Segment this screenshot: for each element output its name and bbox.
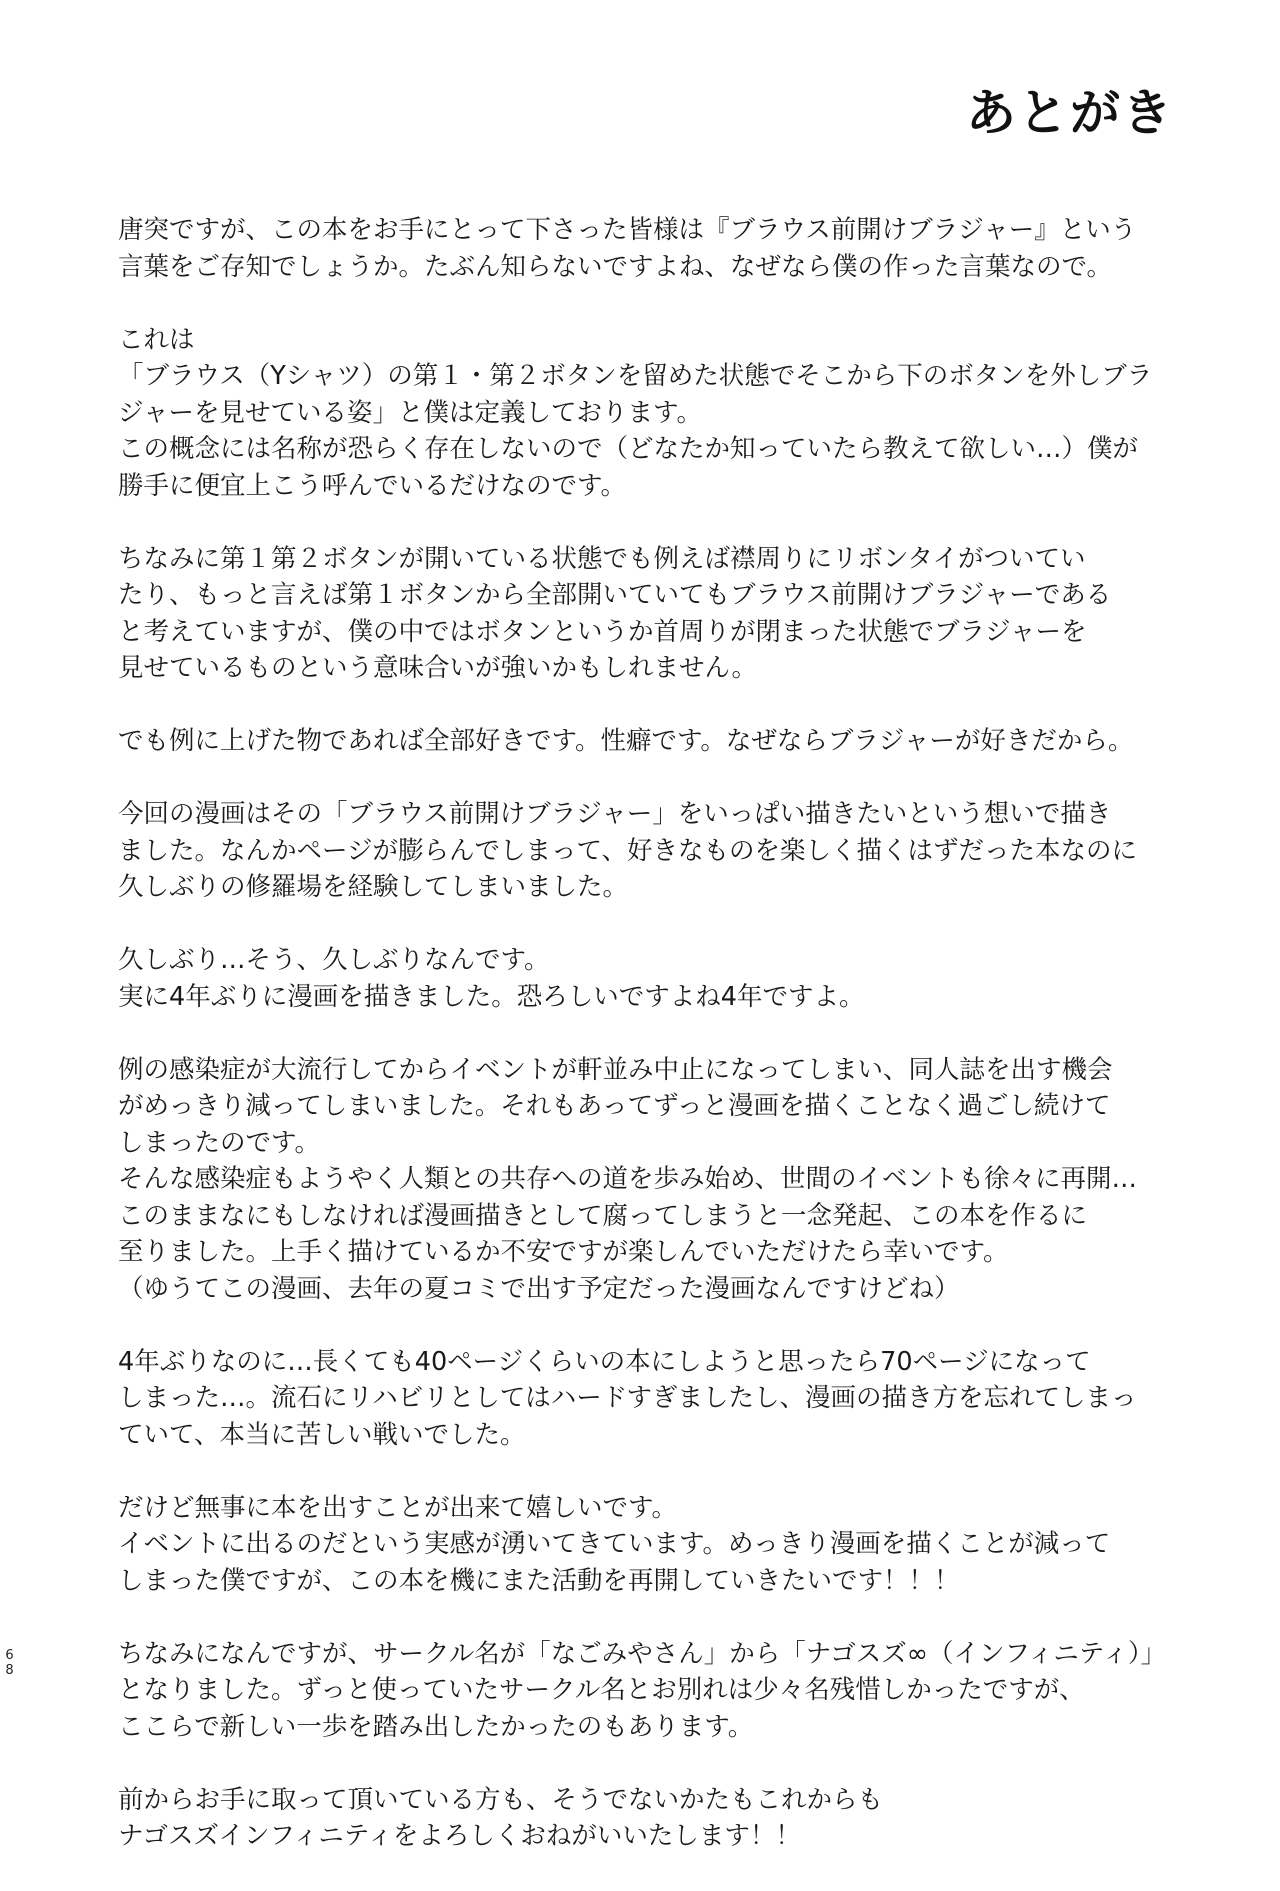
paragraph: [118, 541, 1198, 687]
text-line: ました。なんかページが膨らんでしまって、好きなものを楽しく描くはずだった本なのに: [118, 835, 1137, 866]
text-line: このままなにもしなければ漫画描きとして腐ってしまうと一念発起、この本を作るに: [118, 1200, 1088, 1231]
text-line: 4年ぶりなのに…長くても40ページくらいの本にしようと思ったら70ページになって: [118, 1346, 1091, 1377]
text-line: この概念には名称が恐らく存在しないので（どなたか知っていたら教えて欲しい…）僕が: [118, 434, 1139, 464]
text-line: しまったのです。: [118, 1127, 320, 1158]
text-line: でも例に上げた物であれば全部好きです。性癖です。なぜならブラジャーが好きだから。: [118, 726, 1134, 756]
page-number: 68: [2, 1648, 17, 1678]
paragraph: [118, 1052, 1198, 1308]
page-title: あとがき: [966, 84, 1174, 142]
text-line: たり、もっと言えば第１ボタンから全部開いていてもブラウス前開けブラジャーである: [118, 580, 1112, 610]
text-line: ここらで新しい一歩を踏み出したかったのもあります。: [118, 1711, 754, 1742]
text-line: だけど無事に本を出すことが出来て嬉しいです。: [118, 1492, 677, 1523]
text-line: 勝手に便宜上こう呼んでいるだけなのです。: [118, 470, 626, 501]
text-line: ちなみになんですが、サークル名が「なごみやさん」から「ナゴスズ∞（インフィニティ）」: [118, 1638, 1167, 1669]
text-line: 前からお手に取って頂いている方も、そうでないかたもこれからも: [118, 1784, 884, 1815]
paragraph: [118, 1490, 1198, 1600]
paragraph: [118, 796, 1198, 906]
paragraph: [118, 212, 1198, 285]
text-line: 久しぶり…そう、久しぶりなんです。: [118, 945, 550, 975]
paragraph: [118, 942, 1198, 1015]
text-line: 例の感染症が大流行してからイベントが軒並み中止になってしまい、同人誌を出す機会: [118, 1054, 1113, 1085]
text-line: ナゴスズインフィニティをよろしくおねがいいたします！！: [118, 1821, 801, 1851]
text-line: しまった…。流石にリハビリとしてはハードすぎましたし、漫画の描き方を忘れてしまっ: [118, 1383, 1137, 1413]
text-line: 久しぶりの修羅場を経験してしまいました。: [118, 872, 629, 902]
text-line: （ゆうてこの漫画、去年の夏コミで出す予定だった漫画なんですけどね）: [118, 1273, 960, 1304]
text-line: がめっきり減ってしまいました。それもあってずっと漫画を描くことなく過ごし続けて: [118, 1091, 1111, 1121]
text-line: ジャーを見せている姿」と僕は定義しております。: [118, 397, 702, 428]
text-line: となりました。ずっと使っていたサークル名とお別れは少々名残惜しかったですが、: [118, 1675, 1085, 1705]
text-line: イベントに出るのだという実感が湧いてきています。めっきり漫画を描くことが減って: [118, 1529, 1111, 1559]
paragraph: [118, 723, 1198, 760]
text-line: 唐突ですが、この本をお手にとって下さった皆様は『ブラウス前開けブラジャー』という: [118, 215, 1137, 245]
text-line: ちなみに第１第２ボタンが開いている状態でも例えば襟周りにリボンタイがついてい: [118, 543, 1086, 574]
text-line: と考えていますが、僕の中ではボタンというか首周りが閉まった状態でブラジャーを: [118, 616, 1087, 647]
paragraph: [118, 1344, 1198, 1454]
text-line: 言葉をご存知でしょうか。たぶん知らないですよね、なぜなら僕の作った言葉なので。: [118, 251, 1112, 282]
text-line: これは: [118, 324, 195, 355]
text-line: 見せているものという意味合いが強いかもしれません。: [118, 653, 758, 683]
paragraph: [118, 322, 1198, 505]
text-line: 至りました。上手く描けているか不安ですが楽しんでいただけたら幸いです。: [118, 1237, 1009, 1267]
text-line: 今回の漫画はその「ブラウス前開けブラジャー」をいっぱい描きたいという想いで描き: [118, 799, 1112, 829]
text-line: しまった僕ですが、この本を機にまた活動を再開していきたいです！！！: [118, 1565, 960, 1596]
paragraph: [118, 1782, 1198, 1855]
text-line: 実に4年ぶりに漫画を描きました。恐ろしいですよね4年ですよ。: [118, 981, 865, 1012]
afterword-body: [118, 212, 1198, 1891]
paragraph: [118, 1636, 1198, 1746]
text-line: 「ブラウス（Yシャツ）の第１・第２ボタンを留めた状態でそこから下のボタンを外しブラ: [118, 361, 1153, 391]
text-line: ていて、本当に苦しい戦いでした。: [118, 1419, 526, 1450]
text-line: そんな感染症もようやく人類との共存への道を歩み始め、世間のイベントも徐々に再開…: [118, 1164, 1137, 1194]
